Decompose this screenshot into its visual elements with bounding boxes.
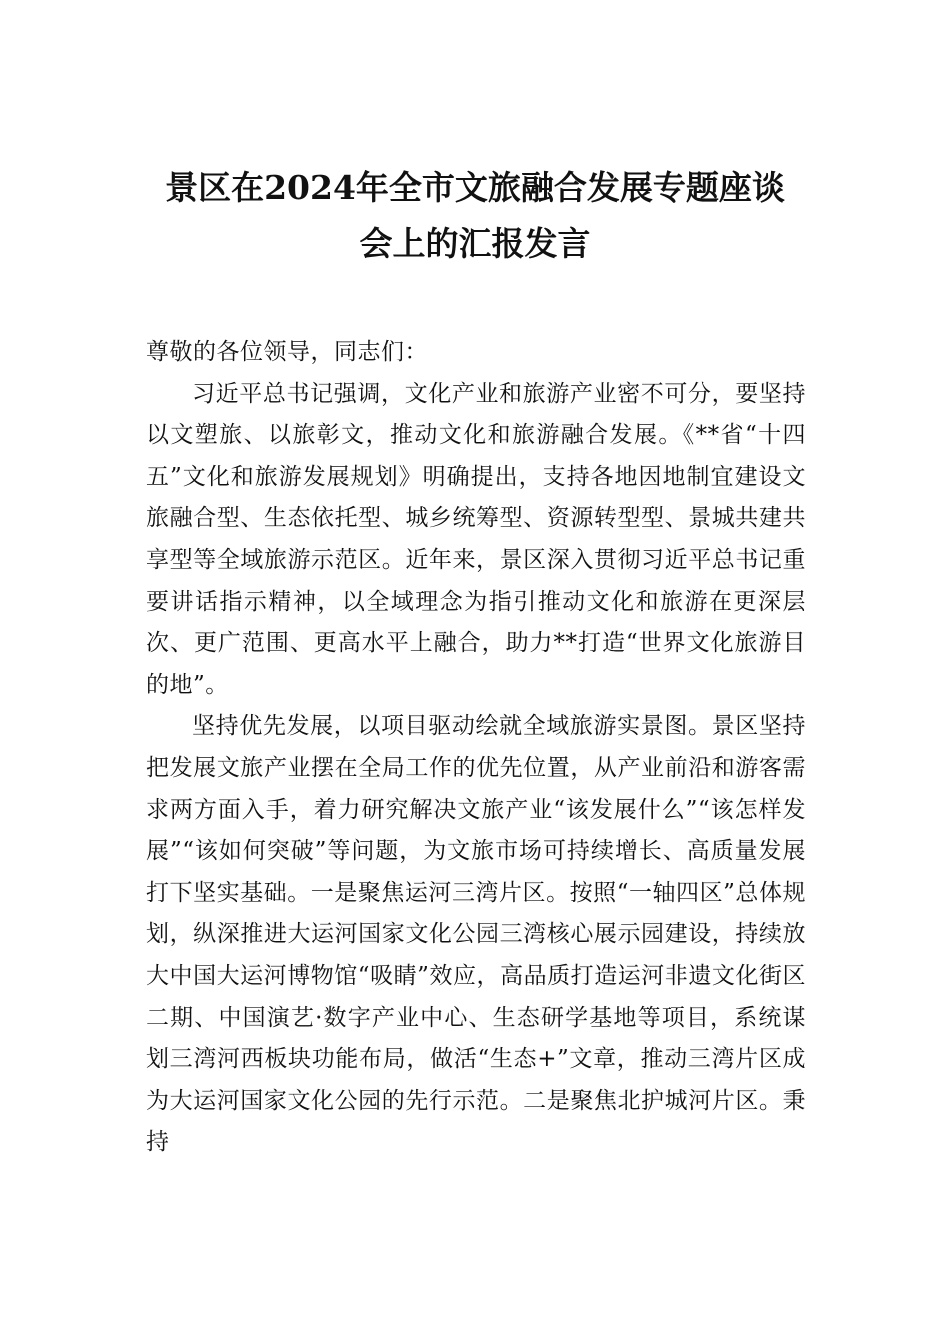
document-body bbox=[146, 332, 806, 1164]
paragraph-priority-development: 坚持优先发展，以项目驱动绘就全域旅游实景图。景区坚持把发展文旅产业摆在全局工作的优先位置，从产业前沿和游客需求两方面入手，着力研究解决文旅产业“该发展什么”“该怎样发展”“该如何突破”等问题，为文旅市场可持续增长、高质量发展打下坚实基础。一是聚焦运河三湾片区。按照“一轴四区”总体规划，纵深推进大运河国家文化公园三湾核心展示园建设，持续放大中国大运河博物馆“吸睛”效应，高品质打造运河非遗文化街区二期、中国演艺·数字产业中心、生态研学基地等项目，系统谋划三湾河西板块功能布局，做活“生态+”文章，推动三湾片区成为大运河国家文化公园的先行示范。二是聚焦北护城河片区。秉持 bbox=[146, 713, 806, 1156]
paragraph-intro: 习近平总书记强调，文化产业和旅游产业密不可分，要坚持以文塑旅、以旅彰文，推动文化和旅游融合发展。《**省“十四五”文化和旅游发展规划》明确提出，支持各地因地制宜建设文旅融合型、生态依托型、城乡统筹型、资源转型型、景城共建共享型等全域旅游示范区。近年来，景区深入贯彻习近平总书记重要讲话指示精神，以全域理念为指引推动文化和旅游在更深层次、更广范围、更高水平上融合，助力**打造“世界文化旅游目的地”。 bbox=[146, 380, 806, 698]
title-line-1: 景区在2024年全市文旅融合发展专题座谈 bbox=[165, 168, 785, 207]
title-line-2: 会上的汇报发言 bbox=[359, 224, 591, 263]
salutation: 尊敬的各位领导，同志们： bbox=[146, 339, 428, 365]
document-title bbox=[120, 160, 830, 272]
